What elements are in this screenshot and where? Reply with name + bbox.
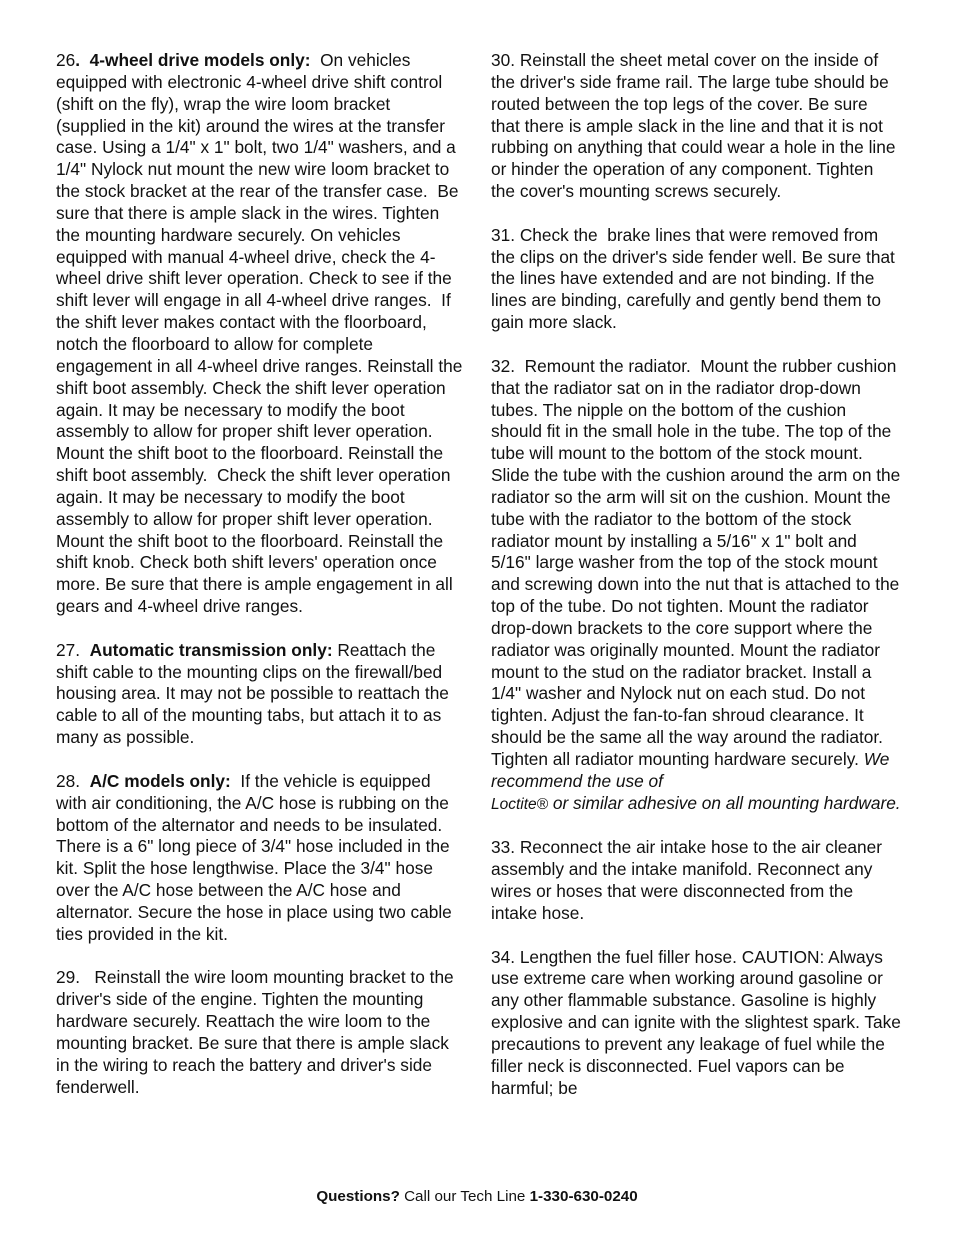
step-26-heading: . 4-wheel drive models only: (75, 50, 311, 70)
step-30: 30. Reinstall the sheet metal cover on the inside of the driver's side frame rail. The large tube should be routed between the top legs of the cover. Be sure that there is ample slack in the line and that it is not rubbing on anything that could wear a hole in the line or hinder the operation of any component. Tighten the cover's mounting screws securely. (491, 50, 901, 202)
step-26 (56, 50, 468, 618)
footer-phone: 1-330-630-0240 (529, 1188, 638, 1205)
step-26-body: On vehicles equipped with electronic 4-wheel drive shift control (shift on the fly), wrap the wire loom bracket (supplied in the kit) around the wires at the transfer case. Using a 1/4" x 1" bolt, two 1/4" washers, and a 1/4" Nylock nut mount the new wire loom bracket to the stock bracket at the rear of the transfer case. Be sure that there is ample slack in the wires. Tighten the mounting hardware securely. On vehicles equipped with manual 4-wheel drive, check the 4-wheel drive shift lever operation. Check to see if the shift lever will engage in all 4-wheel drive ranges. If the shift lever makes contact with the floorboard, notch the floorboard to allow for complete engagement in all 4-wheel drive ranges. Reinstall the shift boot assembly. Check the shift lever operation again. It may be necessary to modify the boot assembly to allow for proper shift lever operation. Mount the shift boot to the floorboard. Reinstall the shift boot assembly. Check the shift lever operation again. It may be necessary to modify the boot assembly to allow for proper shift lever operation. Mount the shift boot to the floorboard. Reinstall the shift knob. Check both shift levers' operation once more. Be sure that there is ample engagement in all gears and 4-wheel drive ranges. (56, 50, 468, 617)
step-32-italic-lead: We recommend the use of (491, 749, 895, 791)
step-28 (56, 771, 464, 946)
right-column (491, 50, 906, 1100)
step-32 (491, 355, 906, 816)
step-28-body: If the vehicle is equipped with air conditioning, the A/C hose is rubbing on the bottom of the alternator and needs to be insulated. There is a 6" long piece of 3/4" hose included in the kit. Split the hose lengthwise. Place the 3/4" hose over the A/C hose between the A/C hose and alternator. Secure the hose in place using two cable ties provided in the kit. (56, 770, 457, 944)
step-27-heading: Automatic transmission only: (89, 639, 333, 660)
footer-questions: Questions? (316, 1188, 400, 1205)
step-33: 33. Reconnect the air intake hose to the air cleaner assembly and the intake manifold. Reconnect any wires or hoses that were disconnected from the intake hose. (491, 837, 887, 923)
footer-tech-line: Call our Tech Line (399, 1188, 530, 1205)
step-32-italic-tail: or similar adhesive on all mounting hardware. (548, 792, 901, 813)
step-29: 29. Reinstall the wire loom mounting bracket to the driver's side of the engine. Tighten the mounting hardware securely. Reattach the wire loom to the mounting bracket. Be sure that there is ample slack in the wiring to reach the battery and driver's side fenderwell. (56, 967, 459, 1097)
step-31: 31. Check the brake lines that were removed from the clips on the driver's side fender well. Be sure that the lines have extended and are not binding. If the lines are binding, carefully and gently bend them to gain more slack. (491, 224, 900, 333)
step-27-number: 27. (56, 639, 90, 660)
left-column (56, 50, 468, 1099)
step-27 (56, 640, 464, 749)
step-28-heading: A/C models only: (89, 770, 231, 791)
step-32-loctite: Loctite® (491, 795, 549, 813)
page-footer (0, 1188, 954, 1206)
step-28-number: 28. (56, 770, 90, 791)
step-32-body: 32. Remount the radiator. Mount the rubber cushion that the radiator sat on in the radiator drop-down tubes. The nipple on the bottom of the cushion should fit in the small hole in the tube. The top of the tube will mount to the bottom of the stock mount. Slide the tube with the cushion around the arm on the radiator so the arm will sit on the cushion. Mount the tube with the radiator to the bottom of the stock radiator mount by installing a 5/16" x 1" bolt and 5/16" large washer from the top of the stock mount and screwing down into the nut that is attached to the top of the tube. Do not tighten. Mount the radiator drop-down brackets to the core support where the radiator was originally mounted. Mount the radiator mount to the stud on the radiator bracket. Install a 1/4" washer and Nylock nut on each stud. Do not tighten. Adjust the fan-to-fan shroud clearance. It should be the same all the way around the radiator. Tighten all radiator mounting hardware securely. (491, 355, 906, 769)
step-26-number: 26 (56, 50, 76, 70)
step-27-body: Reattach the shift cable to the mounting clips on the firewall/bed housing area. It may not be possible to reattach the cable to all of the mounting tabs, but attach it to as many as possible. (56, 639, 454, 748)
step-34: 34. Lengthen the fuel filler hose. CAUTION: Always use extreme care when working around gasoline or any other flammable substance. Gasoline is highly explosive and can ignite with the slightest spark. Take precautions to prevent any leakage of fuel while the filler neck is disconnected. Fuel vapors can be harmful; be (491, 946, 906, 1098)
